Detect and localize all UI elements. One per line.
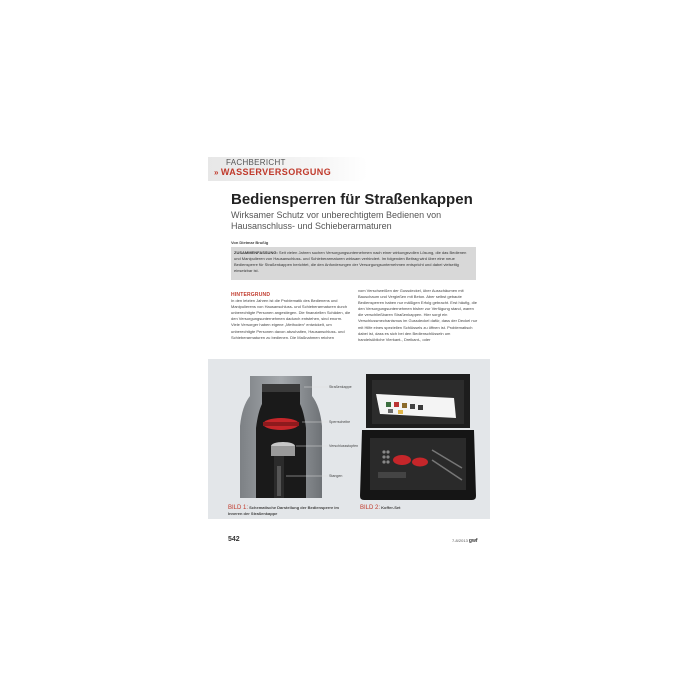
section-label-bottom — [214, 167, 331, 177]
column-left-text: In den letzten Jahren ist die Problematik des Bedienens und Manipulierens von Hausanschluss- und Schieberarmaturen durch unberechtigte Personen angestiegen. Die finanziellen Schäden, die den Versorgungsunternehmen dadurch entstehen, sind enorm. Viele Versorger haben eigene „Methoden“ entwickelt, um unberechtigte Personen davon abzuhalten, Hausanschluss- und Schieberarmaturen zu bedienen. Die Maßnahmen reichen — [231, 298, 351, 340]
summary-label: ZUSAMMENFASSUNG: — [234, 250, 278, 255]
summary-box — [231, 247, 476, 280]
issue-number: 7-8/2013 — [452, 538, 468, 543]
page-number: 542 — [228, 536, 240, 543]
issue-info — [452, 538, 478, 544]
magazine-page — [208, 140, 490, 560]
fig1-label-2: Sperrscheibe — [329, 420, 351, 424]
section-tag — [208, 157, 383, 181]
article-author: Von Dietmar Brußig — [231, 240, 269, 245]
fig1-label-4: Stangen — [329, 474, 343, 478]
fig1-label-1: Straßenkappe — [329, 385, 352, 389]
column-left — [231, 292, 351, 341]
figure-2-caption-text: Koffer-Set — [381, 505, 401, 510]
summary-body: Seit vielen Jahren suchen Versorgungsunternehmen nach einer wirkungsvollen Lösung, die das Bedienen und Manipulieren von Hausanschluss- und Schieberarmaturen wirksam verhindert. Im folgenden Beitrag wird über eine neue Bediensperre für Straßenkappen berichtet, die den Anforderungen der Versorgungsunternehmen entspricht und dabei vielseitig einsetzbar ist. — [234, 250, 467, 273]
section-heading-hintergrund: HINTERGRUND — [231, 292, 271, 298]
figure-1-caption — [228, 505, 348, 516]
section-label-top: FACHBERICHT — [226, 158, 286, 167]
double-chevron-icon: » — [214, 168, 219, 177]
journal-name: gwf — [468, 538, 478, 544]
section-label-bottom-text: WASSERVERSORGUNG — [220, 167, 332, 177]
article-title: Bediensperren für Straßenkappen — [231, 191, 473, 208]
figure-2-caption — [360, 505, 480, 511]
figure-2-case-set — [358, 368, 478, 501]
fig1-label-3: Verschlussstopfen — [329, 444, 359, 448]
column-right — [358, 288, 478, 343]
column-right-text: vom Verschweißen der Gussdeckel, über Ausschäumen mit Bauschaum und Vergießen mit Beton. Aber selbst gebaute Bediensperren haben nur mäßigen Erfolg gebracht. Erst häufig, die den Versorgungsunternehmen bisher zur Verfügung stand, waren die verschließbaren Straßenkappen. Hier sorgt ein Verschlussmechanismus im Gussdeckel dafür, dass der Deckel nur mit Hilfe eines speziellen Schlüssels zu öffnen ist. Problematisch dabei ist, dass es sich bei den Bedienschlüsseln um handelsübliche Vierkant-, Dreikant-, oder — [358, 288, 478, 342]
figure-1-caption-text: Schematische Darstellung der Bediensperre im Inneren der Straßenkappe — [228, 505, 339, 516]
figure-1-number: BILD 1: — [228, 505, 249, 511]
figure-1-street-cap-cutaway — [228, 366, 359, 501]
figure-2-number: BILD 2: — [360, 505, 381, 511]
summary-text — [234, 250, 474, 274]
article-subtitle: Wirksamer Schutz vor unberechtigtem Bedienen von Hausanschluss- und Schieberarmaturen — [231, 210, 442, 231]
